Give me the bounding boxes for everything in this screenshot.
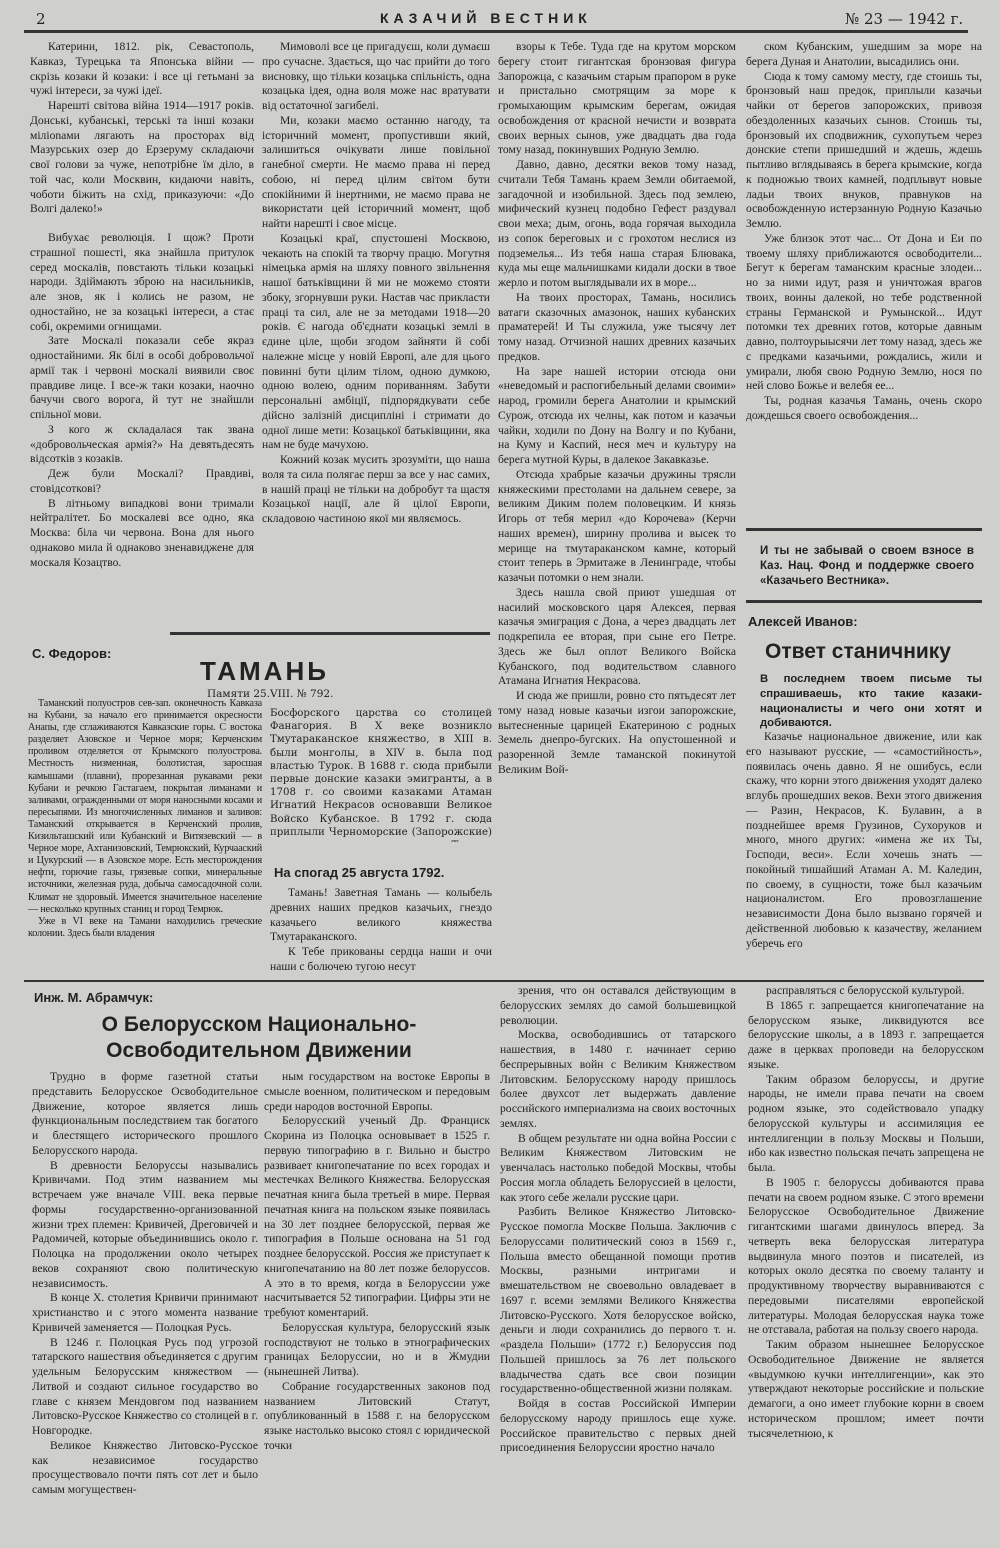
paragraph: Разбить Великое Княжество Литовско-Русское помогла Москве Польша. Заключив с Белоруссами политический союз в 1569 г., Польша вместо обещанной помощи против Москвы, разными интригами и вмешательством не своевольно овладевает в 1697 г. всеми землями Великого Княжества Литовско-Русского. Хотя белорусское войско, деньги и люди сохранились до первого т. н. «раздела Польши» (1772 г.) Белоруссия под Польшей пришлось за 76 лет польского владычества сдать все свои позиции государственно-общественной жизни полякам.: [500, 1205, 736, 1396]
paragraph: Трудно в форме газетной статьи представить Белорусское Освободительное Движение, которое является лишь функциональным последствием так богатого и блестящего исторического прошлого Белорусского народа.: [32, 1070, 258, 1157]
paragraph: К Тебе прикованы сердца наши и очи наши с болючею тугою несут: [270, 945, 492, 973]
paragraph: Таманский полуостров сев-зап. оконечность Кавказа на Кубани, за начало его принимается окресности Анапы, где сглаживаются Кавказские горы. С востока разделяет Азовское и Черное моря; Керченским проливом отделяется от Крымского полуострова. Местность низменная, болотистая, заросшая камышами (плавни), прорезанная рукавами реки Кубани и речкою Гастагаем, покрытая лиманами и заливами, огражденными от моря наносными косами и пересыпями. Из многочисленных лиманов и заливов: Таманский открывается в Керченский пролив, Кизильташский или Кубанский и Витязевский — в Черное море, Ахтанизовский, Темрюкский, Курчааский и Цукурский — в Азовское море. Есть месторождения нефти, горючие газы, грязевые сопки, минеральные источники, железная руда, добыча самосадочной соли. Климат не здоровый. Имеется значительное население — несколько крупных станиц и город Темрюк.: [28, 698, 262, 915]
author-abramchuk: Инж. М. Абрамчук:: [34, 990, 154, 1005]
bottom-col-2: [264, 1070, 490, 1548]
paragraph: На заре нашей истории отсюда они «неведомый и распогибельный делами своими» народ, громили берега Анатолии и крымский Сурож, отсюда их челны, как потом и казачьи чайки, ходили по Дону на Волгу и по Кубани, на Куму и Каспий, неся меч и культуру на берега мутной Куры, в далекое Закавказье.: [498, 364, 736, 466]
paragraph: З кого ж складалася так звана «добровольческая армія?» На девятьдесять відсотків з козаків.: [30, 422, 254, 466]
taman-col-2b: [270, 886, 492, 974]
paragraph: Таким образом белоруссы, и другие народы, не имели права печати на своем родном языке, это содействовало упадку белорусской культуры и ассимиляция ее интеллигенции в пользу Москвы и Польши, ибо как известно польская печать запрещена не была.: [748, 1072, 984, 1174]
article-title-taman: ТАМАНЬ: [200, 656, 329, 686]
ivanov-body: [746, 730, 982, 975]
divider: [746, 528, 982, 531]
paragraph: Сюда к тому самому месту, где стоишь ты, бронзовый наш предок, приплыли казачьи чайки от берегов запорожских, привозя обездоленных казачьих сынов. Стоишь ты, бронзовый их сподвижник, сухопутьем через донские степи пришедший и ждешь, ждешь пытливо вглядываясь в берега крымские, когда к подножью твоих камней, подплывут новые ладьи твоих внуков, правнуков на освобожденную истерзанную Родную Казачью Землю.: [746, 69, 982, 230]
paragraph: Козацькі краї, спустошені Москвою, чекають на спокій та творчу працю. Могутня німецька армія на шляху повного звільнення нашої батьківщини й ми не можемо стояти збоку, згорнувши руки. Настав час прикласти праці та сил, але не за методами 1918—20 років. Є нагода об'єднати козацькі землі в єдине ціле, щоби згодом зайняти й собі належне місце у новій Европі, але для цього повинні бути цілим тілом, одною думкою, одною волею, одним пориванням. Забути персональні амбіції, підпорядкувати себе дійсно залізній дисципліні і стримати до одної лише мети: Козацької батьківщини, яка нам не буде мачухою.: [262, 231, 490, 452]
paragraph: зрения, что он оставался действующим в белорусских землях до самой большевицкой революции.: [500, 984, 736, 1027]
paragraph: Уже в VI веке на Тамани находились греческие колонии. Здесь были владения: [28, 915, 262, 939]
paragraph: расправляться с белорусской культурой.: [766, 984, 965, 997]
paragraph: В древности Белоруссы назывались Кривичами. Под этим названием мы встречаем уже вначале VIII. века первые формы государственно-организованной жизни трех племен: Кривичей, Дреговичей и Радомичей, которые объединившись около г. Полоцка на продолжении около четырех веков сохраняют свою политическую независимость.: [32, 1158, 258, 1290]
paragraph: Катерини, 1812. рік, Севастополь, Кавказ, Турецька та Японська війни — скрізь козаки й козаки: і все ці гетьмані за чужі інтереси, за чужі ідеї.: [30, 40, 254, 98]
paragraph: Тамань! Заветная Тамань — колыбель древних наших предков казачьих, гнездо казачьего великого княжества Тмутараканского.: [270, 886, 492, 944]
paragraph: Белорусский ученый Др. Франциск Скорина из Полоцка основывает в 1525 г. первую типографию в г. Вильно и быстро развивает книгопечатание по всех городах и местечках Великого Княжества. Белорусская печатная книга была третьей в мире. Первая печатная книга на польском языке появилась на 30 лет позднее белорусской, первая же типография в Польше основана на 51 год позднее белорусской. Россия же приступает к книгопечатанию на 80 лет позже белоруссов. А это в то время, когда в Белоруссии уже насчитывается 52 типографии. Цифры эти не требуют коментарий.: [264, 1114, 490, 1319]
paragraph: Нарешті світова війна 1914—1917 років. Донські, кубанські, терські та інші козаки мілionами лягають на просторах від Мазурських озер до Ерзеруму складаючи свої голови за чуже, непотрібне їм діло, в той час, коли Москвин, кидаючи навіть, чоботи біжить на схід, приказуючи: «До Волгі далеко!»: [30, 99, 254, 216]
paragraph: ным государством на востоке Европы в смысле военном, политическом и передовым среди народов восточной Европы.: [264, 1070, 490, 1113]
paragraph: Таким образом нынешнее Белорусское Освободительное Движение не является «выдумкою кучки интеллигенции», как это утверждают некоторые российские и польские демагоги, а оно имеет глубокие корни в своем историческом прошлом; имеет почти тысячелетнюю, к: [748, 1338, 984, 1440]
paragraph: Ми, козаки маємо останню нагоду, та історичний момент, пропустивши який, залишиться очікувати лише повільної ганебної смерти. Не маємо права ні перед собою, ні перед цілим світом бути спокійними й інертними, не маємо права не використати цей історичний момент, щоб найти нарешті і свое місце.: [262, 113, 490, 230]
top-col-3: [498, 40, 736, 975]
paragraph: В общем результате ни одна война России с Великим Княжеством Литовским не увенчалась настолько победой Москвы, чтобы Россия могла обладеть Белоруссией в целости, как этого себе желали русские цари.: [500, 1131, 736, 1204]
divider: [746, 600, 982, 603]
author-ivanov: Алексей Иванов:: [748, 614, 858, 629]
fund-notice: И ты не забывай о своем взносе в Каз. Нац. Фонд и поддержке своего «Казачьего Вестника».: [760, 545, 974, 587]
paragraph: Мимоволі все це пригадуєш, коли думаєш про сучасне. Здається, що час прийти до того висновку, що тільки козацька спільність, одна козацька ідея, одна воля може нас вратувати від остаточної загибелі.: [262, 40, 490, 112]
page-number: 2: [36, 10, 46, 28]
bottom-col-4: [748, 984, 984, 1548]
newspaper-title: КАЗАЧИЙ ВЕСТНИК: [380, 10, 592, 26]
paragraph: На твоих просторах, Тамань, носились ватаги сказочных амазонок, наших кубанских праматерей! И Ты служила, уже тысячу лет тому назад. Отчизной наших древних казачьих предков.: [498, 290, 736, 363]
paragraph: Белорусская культура, белорусский язык господствуют не только в этнографических границах Белоруссии, но и в Жмудии (нынешней Литва).: [264, 1320, 490, 1378]
paragraph: В 1246 г. Полоцкая Русь под угрозой татарского нашествия объединяется с другим удельным Белорусским княжеством — Литвой и создают сильное государство во главе с князем Мендовгом под названием Литовско-Русское Княжество со столицей в г. Новгородке.: [32, 1335, 258, 1437]
paragraph: В 1865 г. запрещается книгопечатание на белорусском языке, ликвидуются все белорусские школы, а в 1893 г. запрещается даже в церквах проповеди на белорусском языке.: [748, 998, 984, 1071]
dedication: Памяти 25.VIII. № 792.: [207, 688, 334, 700]
bottom-col-3: [500, 984, 736, 1548]
paragraph: Войдя в состав Российской Империи белорусскому народу пришлось еще хуже. Российское правительство с первых дней присоединения Белоруссии яростно начало: [500, 1397, 736, 1455]
divider: [170, 632, 490, 635]
paragraph: Босфорского царства со столицей Фанагория. В X веке возникло Тмутараканское княжество, в XIII в. были монголы, в XIV в. была под властью Турок. В 1688 г. сюда прибыли первые донские казаки эмигранты, а в 1708 г. со своими казаками Атаман Игнатий Некрасов основавши Великое Войско Кубанское. В 1792 г. сюда приплыли Черноморские (Запорожские): [270, 708, 492, 838]
paragraph: Ты, родная казачья Тамань, очень скоро дождешься своего освобождения...: [746, 394, 982, 422]
header-rule: [24, 30, 968, 33]
section-rule: [24, 980, 984, 982]
author-fedorov: С. Федоров:: [32, 646, 112, 661]
paragraph: Зате Москалі показали себе якраз одностайними. Як білі в особі добровольчої армії так і червоні москалі виявили своє правдиве лице. І все-ж таки козаки, наочно бачучи свого ворога, й тут не знайшли спільної мови.: [30, 334, 254, 421]
subheading: На спогад 25 августа 1792.: [274, 865, 445, 880]
paragraph: взоры к Тебе. Туда где на крутом морском берегу стоит гигантская бронзовая фигура Запорожца, с казачьим старым прапором в руке и пристально смотрящим за море к громыхающим крымским берегам, ожидая освобождения от красной нечисти и возврата своих верных сынов, уже двадцать два года тому назад, покинувших Родную Землю.: [498, 40, 736, 157]
top-col-2: [262, 40, 490, 630]
bottom-col-1: [32, 1070, 258, 1548]
paragraph: Вибухає революція. І щож? Проти страшної пошесті, яка знайшла притулок серед москалів, повстають тільки козацькі народи. Здіймають зброю на насильників, але знов, як і колись не разом, не одностайно, не за козацькі інтереси, а стає собі, окремими огнищами.: [30, 231, 254, 333]
paragraph: Москва, освободившись от татарского нашествия, в 1480 г. начинает серию беспрерывных войн с Великим Княжеством Литовским. Белорусскому народу пришлось более двухсот лет выдержать давление российского империализма на своих восточных землях.: [500, 1028, 736, 1130]
paragraph: В конце X. столетия Кривичи принимают христианство и с этого момента название Кривичей заменяется — Полоцкая Русь.: [32, 1291, 258, 1334]
paragraph: В 1905 г. белоруссы добиваются права печати на своем родном языке. С этого времени Белорусское Освободительное Движение гигантскими шагами двинулось вперед. За четверть века белорусская литература выдвинула много поэтов и писателей, из которых около десятка по своему таланту и продуктивному творчеству выравниваются с передовыми писателями европейской литературы. Молодая белорусская наука тоже не отставала, работая на пользу своего народа.: [748, 1175, 984, 1337]
paragraph: Давно, давно, десятки веков тому назад, считали Тебя Тамань краем Земли обитаемой, загадочной и изобильной. Здесь под землею, мифический кузнец подобно Гефест раздувал свои меха; дым, огонь, вода горячая выходила из сопок береговых и с грохотом неслися из подземелья... Из тебя наша старая Блювака, куда мы еще мальчишками кидали доски в твое жерло и потом выглядывали их в море...: [498, 158, 736, 289]
article-title-belarus: О Белорусском Национально-Освободительном Движении: [101, 1013, 417, 1062]
lead: В последнем твоем письме ты спрашиваешь, кто такие казаки-националисты и чего они хотят и добиваются.: [760, 673, 982, 730]
article-title-answer: Ответ станичнику: [765, 640, 951, 663]
paragraph: В літньому випадкові вони тримали нейтралітет. Бо москалеві все одно, яка Москва: біла чи червона. Вона для нього однаково мила й однаково зненавиджене для москаля Козацтво.: [30, 496, 254, 569]
paragraph: ском Кубанским, ушедшим за море на берега Дуная и Анатолии, высадились они.: [746, 40, 982, 68]
paragraph: Собрание государственных законов под названием Литовский Статут, опубликованный в 1588 г. на белорусском языке настолько высоко стоял с юридической точки: [264, 1379, 490, 1452]
top-col-4: [746, 40, 982, 510]
paragraph: Деж були Москалі? Правдиві, стовідсоткові?: [30, 467, 254, 495]
paragraph: И сюда же пришли, ровно сто пятьдесят лет тому назад новые казачьи изгои запорожские, вытесненные царицей Екатериною с родных Земель днепро-бугских. На опустошенной и разоренной Земле таманской покинутой Великим Вой-: [498, 689, 736, 776]
paragraph: Великое Княжество Литовско-Русское как независимое государство просуществовало почти пять сот лет и было самым могуществен-: [32, 1438, 258, 1496]
issue-number: № 23 — 1942 г.: [845, 10, 964, 28]
taman-col-1: [28, 698, 262, 980]
paragraph: Казачье национальное движение, или как его называют русские, — «самостийность», появилась очень давно. Я не ошибусь, если скажу, что корни этого движения уходят далеко вглубь прошедших веков. Вехи этого движения — Разин, Некрасов, К. Булавин, а в позднейшее время Грузинов, Сухоруков и много, много других: «имена же их Ты, Господи, веси». Если хочешь знать — покойный тишайший Атаман А. М. Каледин, по своему, в сущности, тоже был казачьим националистом. Его провозглашение независимости Дона было вызвано горячей и действенной любовью к казачеству, желанием уберечь его: [746, 730, 982, 950]
paragraph: Уже близок этот час... От Дона и Еи по твоему шляху приближаются освободители... Бегут к берегам таманским красные злодеи... но за ними идут, разя и уничтожая врагов твоих, воины далекой, но тебе родственной страны Германской и Румынской... Идут потомки тех древних готов, которые давным давно, полтоурыысячи лет тому назад, здесь же с предками казачьими, рождались, жили и умирали, любя свою Родную Землю, нося по ней слово Божье и велебя ее...: [746, 231, 982, 393]
paragraph: Здесь нашла свой приют ушедшая от насилий московского царя Алексея, первая казачья эмиграция с Дона, а через двадцать лет подкрепила ее вторая, при сыне его Петре. Здесь же был оплот Великого Войска Кубанского, под водительством славного Атамана Игнатия Некрасова.: [498, 585, 736, 688]
top-col-1: [30, 40, 254, 630]
taman-col-2: [270, 707, 492, 842]
paragraph: Кожний козак мусить зрозуміти, що наша воля та сила полягає перш за все у нас самих, в нашій праці не тільки на добробут та щастя Козацької нації, але й цілої Европи, складовою частиною якої ми являємось.: [262, 453, 490, 525]
paragraph: Отсюда храбрые казачьи дружины трясли княжескими престолами на дальнем севере, за великим Диким полем половецким. И князь Игорь от тебя мерил «до Корочева» (Керчи наших времен), ширину пролива и высек то мерище на тмутараканском камне, который стоит теперь в Эрмитаже в Ленинграде, чтобы казачьи потомки о нем знали.: [498, 467, 736, 584]
